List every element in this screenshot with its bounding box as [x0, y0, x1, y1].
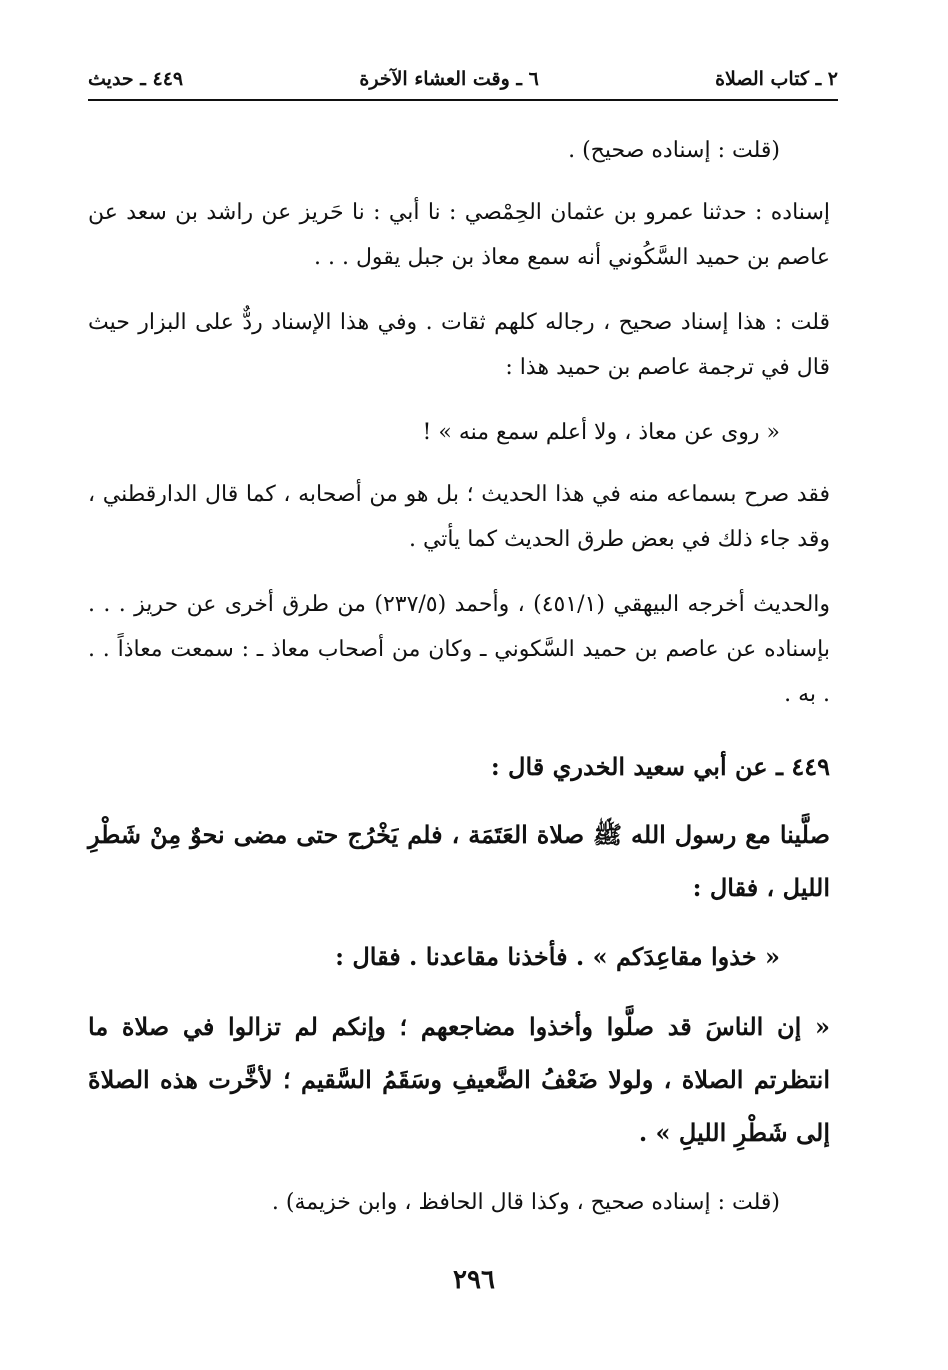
note-paragraph: (قلت : إسناده صحيح) .	[568, 138, 780, 163]
page-number: ٢٩٦	[453, 1265, 495, 1295]
header-rule	[88, 99, 838, 101]
hadith-heading: ٤٤٩ ـ عن أبي سعيد الخدري قال :	[490, 752, 830, 781]
comment-paragraph: قلت : هذا إسناد صحيح ، رجاله كلهم ثقات . وفي هذا الإسناد ردٌّ على البزار حيث قال في ترجمة عاصم بن حميد هذا :	[88, 310, 830, 380]
isnad-paragraph: إسناده : حدثنا عمرو بن عثمان الحِمْصي : نا أبي : نا حَريز عن راشد بن سعد عن عاصم بن حميد السَّكُوني أنه سمع معاذ بن جبل يقول . . .	[88, 200, 830, 270]
hadith-text-3: « إن الناسَ قد صلَّوا وأخذوا مضاجعهم ؛ وإنكم لم تزالوا في صلاة ما انتظرتم الصلاة ، ولولا ضَعْفُ الضَّعيفِ وسَقَمُ السَّقيم ؛ لأخَّرت هذه الصلاةَ إلى شَطْرِ الليلِ » .	[88, 1012, 830, 1147]
hadith-text-2: « خذوا مقاعِدَكم » . فأخذنا مقاعدنا . فقال :	[335, 942, 780, 971]
takhrij-paragraph: والحديث أخرجه البيهقي (٤٥١/١) ، وأحمد (٢٣٧/٥) من طرق أخرى عن حريز . . . بإسناده عن عاصم بن حميد السَّكوني ـ وكان من أصحاب معاذ ـ : سمعت معاذاً . . . به .	[88, 592, 831, 707]
hadith-text-1: صلَّينا مع رسول الله ﷺ صلاة العَتَمَة ، فلم يَخْرُج حتى مضى نحوٌ مِنْ شَطْرِ الليل ، فقال :	[88, 820, 830, 902]
running-header	[88, 62, 838, 96]
header-chapter-title: ٦ ـ وقت العشاء الآخرة	[359, 68, 539, 90]
header-book-title: ٢ ـ كتاب الصلاة	[715, 68, 838, 90]
explanation-paragraph: فقد صرح بسماعه منه في هذا الحديث ؛ بل هو من أصحابه ، كما قال الدارقطني ، وقد جاء ذلك في بعض طرق الحديث كما يأتي .	[88, 482, 830, 552]
quote-paragraph: « روى عن معاذ ، ولا أعلم سمع منه » !	[422, 420, 780, 445]
closing-note: (قلت : إسناده صحيح ، وكذا قال الحافظ ، وابن خزيمة) .	[271, 1190, 780, 1215]
header-hadith-number: ٤٤٩ ـ حديث	[88, 68, 184, 90]
